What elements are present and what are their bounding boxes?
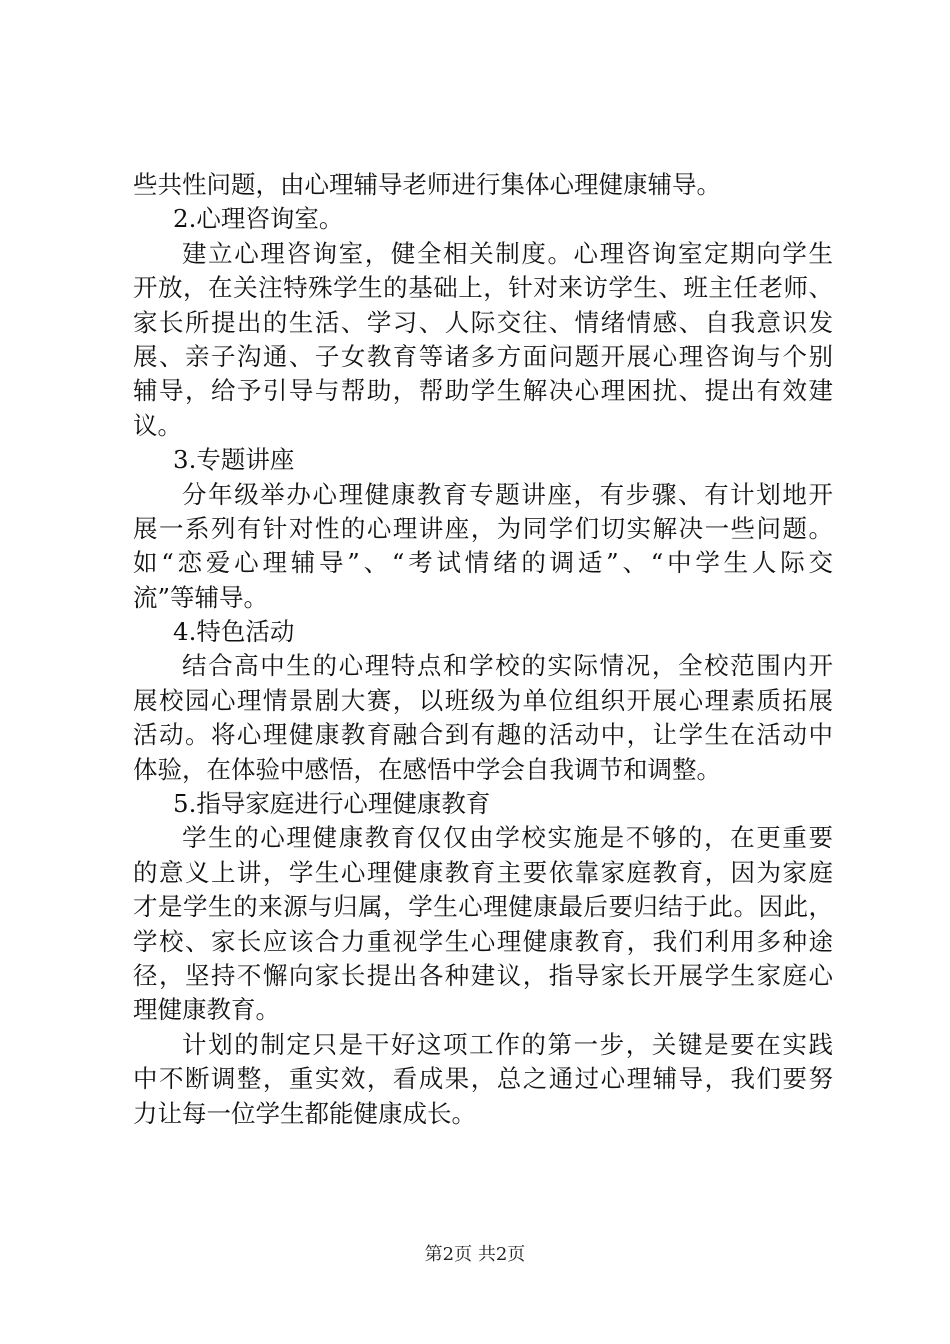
paragraph-line: 议。 (133, 410, 182, 440)
paragraph-line: 力让每一位学生都能健康成长。 (133, 1098, 476, 1128)
paragraph-line: 学校、家长应该合力重视学生心理健康教育，我们利用多种途 (133, 926, 833, 956)
paragraph-line: 分年级举办心理健康教育专题讲座，有步骤、有计划地开 (182, 479, 833, 509)
paragraph-line: 流”等辅导。 (133, 582, 269, 612)
paragraph-line: 展校园心理情景剧大赛，以班级为单位组织开展心理素质拓展 (133, 685, 833, 715)
paragraph-line: 才是学生的来源与归属，学生心理健康最后要归结于此。因此， (133, 892, 833, 922)
paragraph-line: 展、亲子沟通、子女教育等诸多方面问题开展心理咨询与个别 (133, 341, 833, 371)
paragraph-line: 些共性问题，由心理辅导老师进行集体心理健康辅导。 (133, 170, 721, 199)
paragraph-line: 开放，在关注特殊学生的基础上，针对来访学生、班主任老师、 (133, 273, 833, 303)
paragraph-line: 活动。将心理健康教育融合到有趣的活动中，让学生在活动中 (133, 720, 833, 750)
section-heading: 2.心理咨询室。 (173, 204, 344, 234)
page-footer: 第2页 共2页 (424, 1244, 526, 1265)
paragraph-line: 家长所提出的生活、学习、人际交往、情绪情感、自我意识发 (133, 307, 833, 337)
paragraph-line: 结合高中生的心理特点和学校的实际情况，全校范围内开 (182, 651, 833, 681)
paragraph-line: 计划的制定只是干好这项工作的第一步，关键是要在实践 (182, 1029, 833, 1059)
paragraph-line: 建立心理咨询室，健全相关制度。心理咨询室定期向学生 (182, 238, 833, 268)
section-heading: 4.特色活动 (173, 617, 295, 647)
paragraph-line: 体验，在体验中感悟，在感悟中学会自我调节和调整。 (133, 754, 721, 784)
paragraph-line: 的意义上讲，学生心理健康教育主要依靠家庭教育，因为家庭 (133, 857, 833, 887)
section-heading: 5.指导家庭进行心理健康教育 (173, 789, 491, 819)
paragraph-line: 中不断调整，重实效，看成果，总之通过心理辅导，我们要努 (133, 1064, 833, 1094)
paragraph-line: 学生的心理健康教育仅仅由学校实施是不够的，在更重要 (182, 823, 833, 853)
paragraph-line: 径，坚持不懈向家长提出各种建议，指导家长开展学生家庭心 (133, 960, 833, 990)
paragraph-line: 如“恋爱心理辅导”、“考试情绪的调适”、“中学生人际交 (133, 548, 833, 578)
paragraph-line: 展一系列有针对性的心理讲座，为同学们切实解决一些问题。 (133, 513, 833, 543)
paragraph-line: 辅导，给予引导与帮助，帮助学生解决心理困扰、提出有效建 (133, 376, 833, 406)
section-heading: 3.专题讲座 (173, 445, 295, 475)
paragraph-line: 理健康教育。 (133, 995, 280, 1025)
document-body (133, 168, 833, 1131)
